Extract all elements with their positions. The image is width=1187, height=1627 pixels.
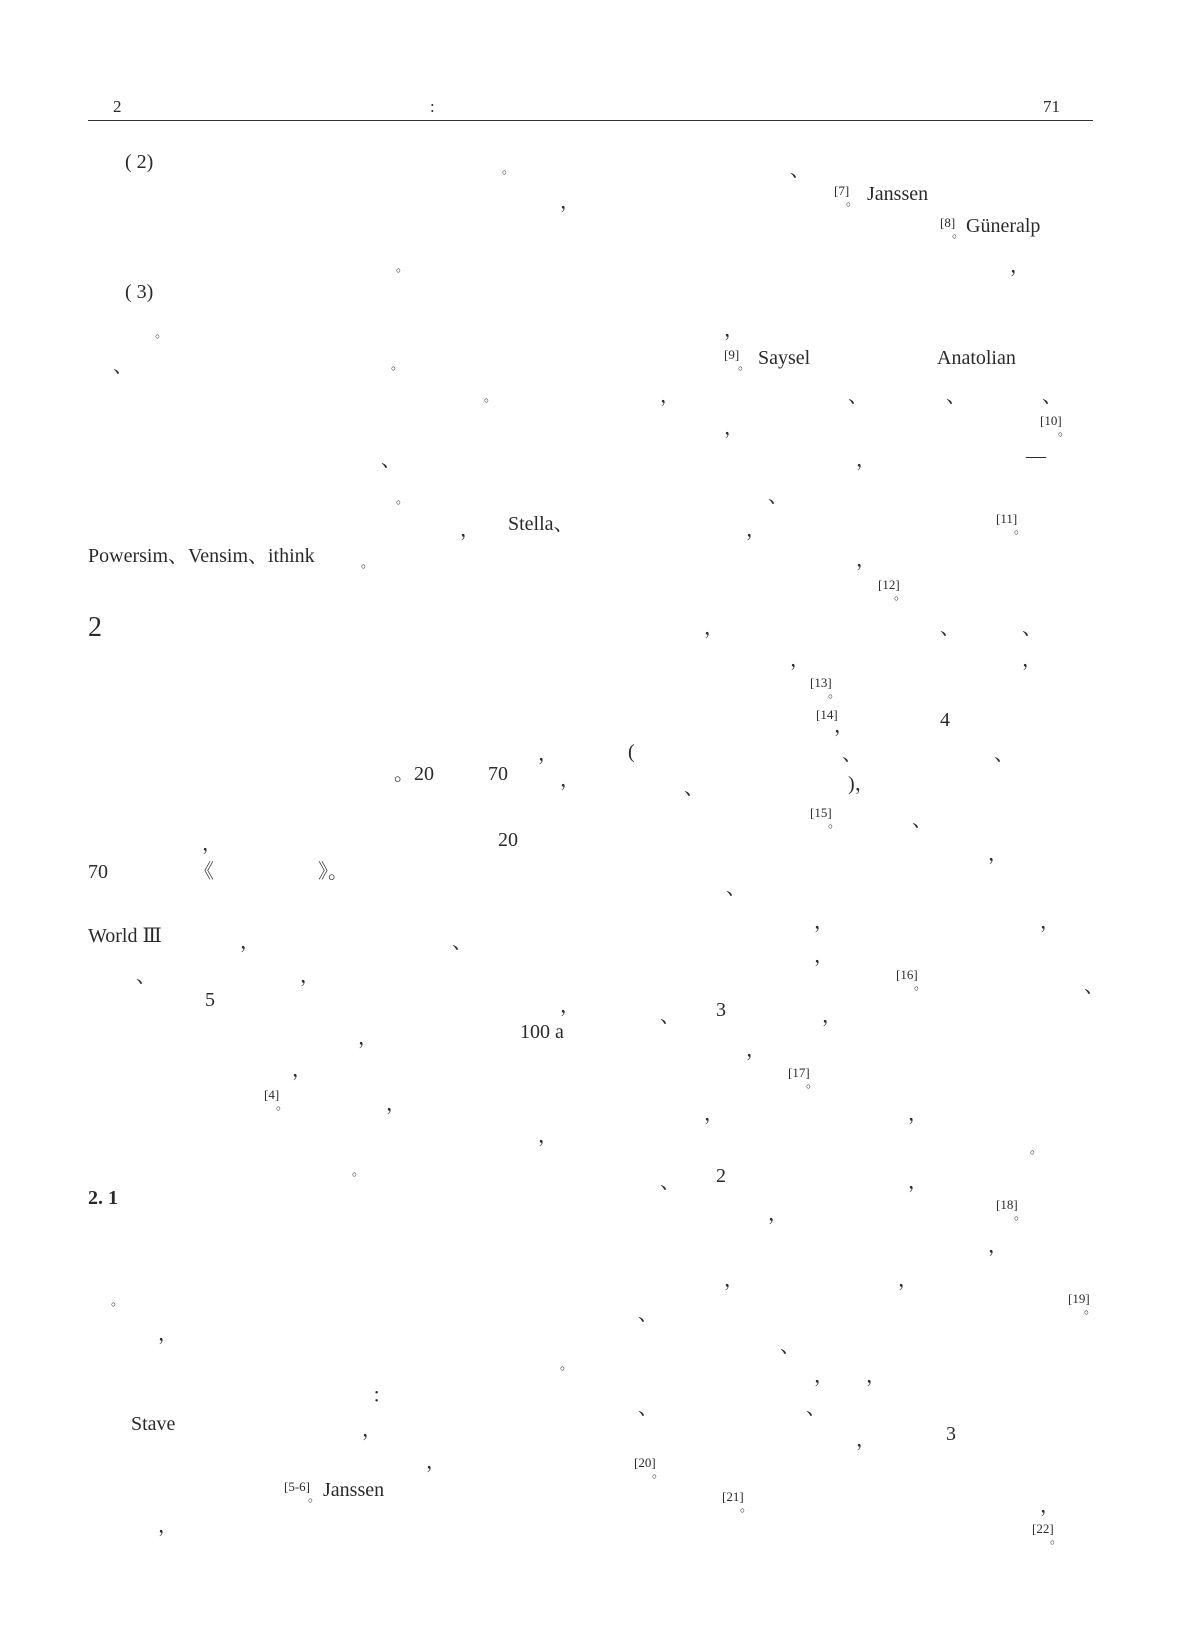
text-fragment: Stella、 <box>508 513 574 535</box>
text-fragment: ， <box>202 833 222 855</box>
citation: [18] <box>996 1197 1018 1212</box>
text-fragment: 、 <box>912 809 932 831</box>
text-fragment: World Ⅲ <box>88 925 162 947</box>
text-fragment: ， <box>856 449 876 471</box>
text-fragment: 。 <box>396 259 410 274</box>
text-fragment: 》。 <box>318 861 348 883</box>
text-fragment: ， <box>1040 1495 1060 1517</box>
text-fragment: ， <box>560 769 580 791</box>
text-fragment: ， <box>386 1093 406 1115</box>
citation: [4] <box>264 1087 280 1102</box>
text-fragment: 。 <box>1014 1207 1028 1222</box>
text-fragment: ， <box>300 965 320 987</box>
text-fragment: 。 <box>738 357 752 372</box>
text-fragment: 、 <box>113 355 133 377</box>
text-fragment: ， <box>560 995 580 1017</box>
text-fragment: ， <box>660 385 680 407</box>
text-fragment: ， <box>358 1027 378 1049</box>
text-fragment: 100 a <box>520 1021 564 1043</box>
text-fragment: Güneralp <box>966 215 1041 237</box>
text-fragment: 、 <box>842 743 862 765</box>
text-fragment: 2 <box>716 1165 726 1187</box>
text-fragment: ， <box>1010 255 1030 277</box>
text-fragment: 、 <box>452 931 472 953</box>
text-fragment: ， <box>746 519 766 541</box>
text-fragment: ， <box>898 1269 918 1291</box>
text-fragment: ， <box>988 843 1008 865</box>
page-number: 71 <box>1043 97 1060 116</box>
text-fragment: 、 <box>946 385 966 407</box>
text-fragment: 。 <box>914 977 928 992</box>
text-fragment: ， <box>814 911 834 933</box>
text-fragment: ， <box>724 1269 744 1291</box>
text-fragment: 。 <box>894 587 908 602</box>
text-fragment: Stave <box>131 1413 176 1435</box>
text-fragment: ， <box>856 1429 876 1451</box>
text-fragment: 、 <box>940 617 960 639</box>
text-fragment: ( <box>628 741 635 763</box>
text-fragment: 。 <box>361 555 375 570</box>
text-fragment: ， <box>240 931 260 953</box>
text-fragment: 。 <box>652 1465 666 1480</box>
text-fragment: 、 <box>660 1005 680 1027</box>
text-fragment: — <box>1026 445 1046 467</box>
citation: [19] <box>1068 1291 1090 1306</box>
citation: [13] <box>810 675 832 690</box>
text-fragment: 3 <box>946 1423 956 1445</box>
text-fragment: ， <box>292 1059 312 1081</box>
text-fragment: )， <box>848 773 875 795</box>
text-fragment: ， <box>460 519 480 541</box>
text-fragment: 。 <box>155 325 169 340</box>
citation: [7] <box>834 183 850 198</box>
text-fragment: 《 <box>194 861 214 883</box>
text-fragment: ， <box>834 715 854 737</box>
text-fragment: ， <box>1022 649 1042 671</box>
text-fragment: 。 <box>276 1097 290 1112</box>
text-fragment: ， <box>538 1125 558 1147</box>
text-fragment: ， <box>746 1039 766 1061</box>
text-fragment: 。 <box>806 1075 820 1090</box>
text-fragment: ， <box>908 1171 928 1193</box>
text-fragment: 、 <box>848 385 868 407</box>
text-fragment: ， <box>866 1365 886 1387</box>
text-fragment: 70 <box>88 861 108 883</box>
text-fragment: 。 <box>1050 1531 1064 1546</box>
text-fragment: 。 <box>396 491 410 506</box>
text-fragment: 、 <box>660 1171 680 1193</box>
text-fragment: ， <box>724 319 744 341</box>
text-fragment: ， <box>988 1235 1008 1257</box>
text-fragment: Saysel <box>758 347 811 369</box>
text-fragment: ， <box>790 649 810 671</box>
citation: [20] <box>634 1455 656 1470</box>
text-fragment: 、 <box>1022 617 1042 639</box>
text-fragment: ， <box>704 617 724 639</box>
text-fragment: ， <box>560 191 580 213</box>
para-marker-2: ( 2) <box>125 151 154 173</box>
text-fragment: 、 <box>780 1335 800 1357</box>
text-fragment: 、 <box>381 449 401 471</box>
text-fragment: Janssen <box>323 1479 385 1501</box>
text-fragment: 、 <box>684 777 704 799</box>
text-fragment: 、 <box>638 1397 658 1419</box>
text-fragment: 。 <box>740 1499 754 1514</box>
text-fragment: 5 <box>205 989 215 1011</box>
text-fragment: ， <box>362 1419 382 1441</box>
citation: [12] <box>878 577 900 592</box>
text-fragment: ， <box>822 1005 842 1027</box>
text-fragment: 。 <box>308 1489 322 1504</box>
para-marker-3: ( 3) <box>125 281 154 303</box>
text-fragment: ， <box>426 1451 446 1473</box>
running-header-left: 2 <box>113 97 122 116</box>
section-heading-2: 2 <box>88 612 102 643</box>
text-fragment: ， <box>538 743 558 765</box>
text-fragment: 、 <box>136 965 156 987</box>
text-fragment: 。 <box>1014 521 1028 536</box>
text-fragment: 、 <box>994 743 1014 765</box>
text-fragment: 3 <box>716 999 726 1021</box>
text-fragment: ， <box>1040 911 1060 933</box>
text-fragment: ， <box>158 1323 178 1345</box>
text-fragment: 。 <box>502 161 516 176</box>
text-fragment: Powersim、Vensim、ithink <box>88 545 315 567</box>
header-rule <box>88 120 1093 121</box>
text-fragment: 。 <box>828 815 842 830</box>
running-header-title: : <box>430 97 435 116</box>
text-fragment: 。 <box>1058 423 1072 438</box>
text-fragment: 。 <box>352 1163 366 1178</box>
text-fragment: ， <box>158 1515 178 1537</box>
citation: [15] <box>810 805 832 820</box>
text-fragment: 4 <box>940 709 950 731</box>
text-fragment: ， <box>908 1103 928 1125</box>
text-fragment: 。 <box>560 1357 574 1372</box>
text-fragment: 。 <box>828 685 842 700</box>
text-fragment: ， <box>768 1203 788 1225</box>
section-heading-2-1: 2. 1 <box>88 1187 118 1209</box>
citation: [10] <box>1040 413 1062 428</box>
text-fragment: ， <box>814 1365 834 1387</box>
text-fragment: 、 <box>790 159 810 181</box>
text-fragment: 、 <box>806 1397 826 1419</box>
text-fragment: 、 <box>768 485 788 507</box>
text-fragment: ， <box>724 417 744 439</box>
citation: [17] <box>788 1065 810 1080</box>
text-fragment: 。 <box>1030 1141 1044 1156</box>
text-fragment: Janssen <box>867 183 929 205</box>
text-fragment: 、 <box>726 877 746 899</box>
text-fragment: 。20 <box>394 763 434 785</box>
text-fragment: 20 <box>498 829 518 851</box>
citation: [16] <box>896 967 918 982</box>
text-fragment: ， <box>704 1103 724 1125</box>
text-fragment: 。 <box>846 193 860 208</box>
citation: [9] <box>724 347 740 362</box>
text-fragment: 、 <box>1042 385 1062 407</box>
text-fragment: 70 <box>488 763 508 785</box>
text-fragment: 。 <box>1084 1301 1098 1316</box>
citation: [11] <box>996 511 1018 526</box>
text-fragment: 。 <box>952 225 966 240</box>
text-fragment: 。 <box>391 357 405 372</box>
text-fragment: ： <box>372 1385 392 1407</box>
citation: [22] <box>1032 1521 1054 1536</box>
text-fragment: 、 <box>1084 975 1104 997</box>
citation: [8] <box>940 215 956 230</box>
citation: [5-6] <box>284 1479 310 1494</box>
text-fragment: 。 <box>111 1293 125 1308</box>
text-fragment: ， <box>856 549 876 571</box>
citation: [14] <box>816 707 838 722</box>
citation: [21] <box>722 1489 744 1504</box>
text-fragment: ， <box>814 945 834 967</box>
text-fragment: 。 <box>484 389 498 404</box>
text-fragment: Anatolian <box>937 347 1016 369</box>
text-fragment: 、 <box>638 1303 658 1325</box>
